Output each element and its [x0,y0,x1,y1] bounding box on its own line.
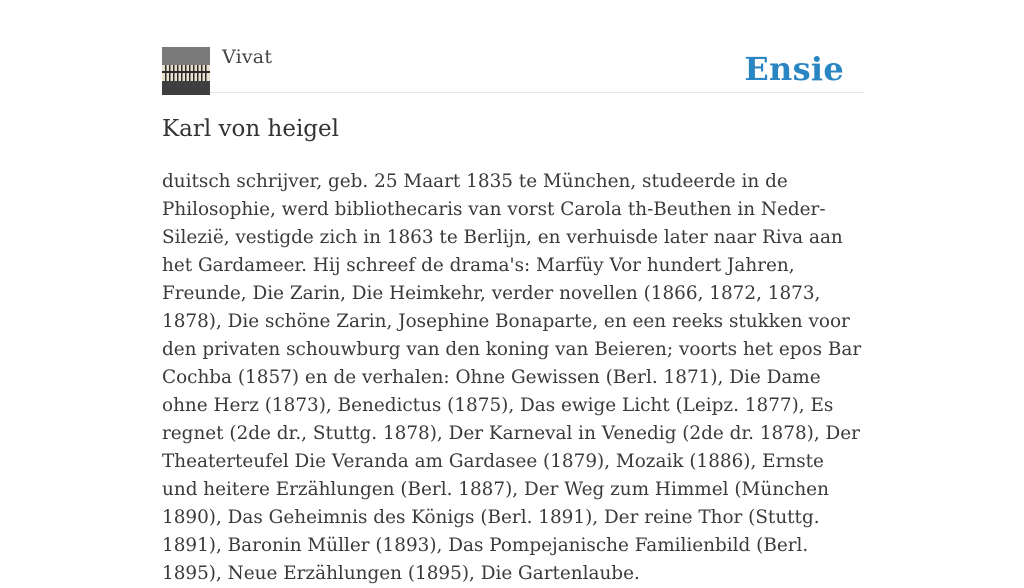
author-avatar[interactable] [162,47,210,95]
article-title: Karl von heigel [162,116,339,142]
bookshelf-avatar-icon [162,47,210,95]
article-page [162,0,864,584]
header [162,0,864,93]
brand-logo[interactable]: Ensie [744,50,844,88]
author-name[interactable]: Vivat [222,46,273,68]
article-body: duitsch schrijver, geb. 25 Maart 1835 te München, studeerde in de Philosophie, werd bibliothecaris van vorst Carola th-Beuthen in Neder-Silezië, vestigde zich in 1863 te Berlijn, en verhuisde later naar Riva aan het Gardameer. Hij schreef de drama's: Marfüy Vor hundert Jahren, Freunde, Die Zarin, Die Heimkehr, verder novellen (1866, 1872, 1873, 1878), Die schöne Zarin, Josephine Bonaparte, en een reeks stukken voor den privaten schouwburg van den koning van Beieren; voorts het epos Bar Cochba (1857) en de verhalen: Ohne Gewissen (Berl. 1871), Die Dame ohne Herz (1873), Benedictus (1875), Das ewige Licht (Leipz. 1877), Es regnet (2de dr., Stuttg. 1878), Der Karneval in Venedig (2de dr. 1878), Der Theaterteufel Die Veranda am Gardasee (1879), Mozaik (1886), Ernste und heitere Erzählungen (Berl. 1887), Der Weg zum Himmel (München 1890), Das Geheimnis des Königs (Berl. 1891), Der reine Thor (Stuttg. 1891), Baronin Müller (1893), Das Pompejanische Familienbild (Berl. 1895), Neue Erzählungen (1895), Die Gartenlaube. [162,171,862,584]
